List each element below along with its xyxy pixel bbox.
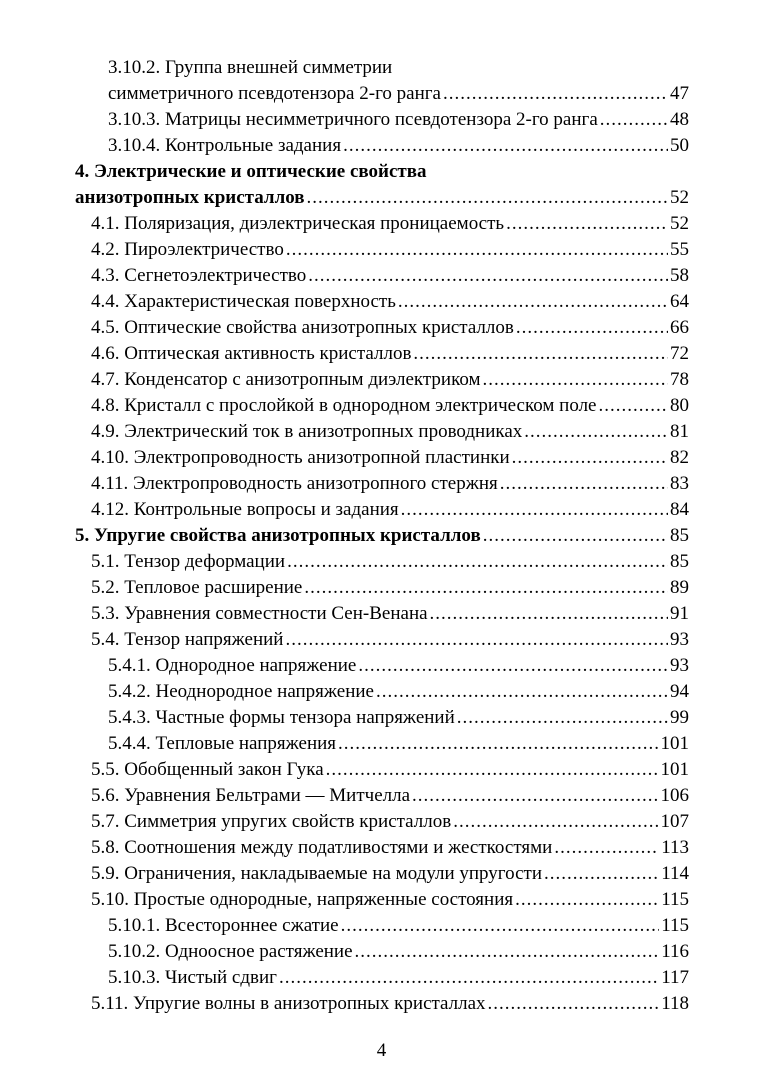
toc-section-entry bbox=[0, 341, 763, 367]
toc-leader-dots bbox=[355, 939, 660, 965]
toc-line bbox=[108, 965, 689, 991]
toc-line bbox=[91, 627, 689, 653]
toc-subsection-entry bbox=[0, 705, 763, 731]
toc-section-entry bbox=[0, 809, 763, 835]
toc-entry-page: 78 bbox=[670, 369, 689, 390]
toc-line bbox=[108, 731, 689, 757]
toc-line bbox=[91, 445, 689, 471]
toc-leader-dots bbox=[453, 809, 658, 835]
toc-entry-title: 5.11. Упругие волны в анизотропных кристаллах bbox=[91, 993, 486, 1014]
toc-line bbox=[91, 237, 689, 263]
toc-entry-page: 84 bbox=[670, 499, 689, 520]
toc-entry-title: 4.8. Кристалл с прослойкой в однородном электрическом поле bbox=[91, 395, 597, 416]
toc-entry-title: симметричного псевдотензора 2-го ранга bbox=[108, 83, 441, 104]
toc-line bbox=[91, 835, 689, 861]
toc-entry-page: 117 bbox=[661, 967, 689, 988]
toc-entry-title: 4.2. Пироэлектричество bbox=[91, 239, 284, 260]
toc-entry-page: 89 bbox=[670, 577, 689, 598]
toc-leader-dots bbox=[488, 991, 660, 1017]
toc-subsection-entry bbox=[0, 107, 763, 133]
toc-entry-title: 4.5. Оптические свойства анизотропных кристаллов bbox=[91, 317, 514, 338]
toc-section-entry bbox=[0, 835, 763, 861]
toc-entry-page: 114 bbox=[661, 863, 689, 884]
toc-entry-page: 82 bbox=[670, 447, 689, 468]
toc-section-entry bbox=[0, 991, 763, 1017]
toc-leader-dots bbox=[376, 679, 668, 705]
toc-section-entry bbox=[0, 315, 763, 341]
toc-subsection-entry bbox=[0, 939, 763, 965]
toc-line bbox=[75, 185, 689, 211]
toc-entry-page: 66 bbox=[670, 317, 689, 338]
toc-line bbox=[91, 341, 689, 367]
toc-subsection-entry bbox=[0, 133, 763, 159]
toc-entry-title: 5.6. Уравнения Бельтрами — Митчелла bbox=[91, 785, 411, 806]
toc-entry-title: 5. Упругие свойства анизотропных кристаллов bbox=[75, 525, 481, 546]
toc-chapter-entry bbox=[0, 159, 763, 211]
toc-subsection-entry bbox=[0, 731, 763, 757]
toc-section-entry bbox=[0, 393, 763, 419]
toc-line bbox=[108, 107, 689, 133]
toc-subsection-entry bbox=[0, 913, 763, 939]
toc-entry-page: 99 bbox=[670, 707, 689, 728]
toc-line bbox=[108, 705, 689, 731]
toc-entry-title: 5.4.3. Частные формы тензора напряжений bbox=[108, 707, 455, 728]
toc-line bbox=[75, 159, 689, 185]
toc-leader-dots bbox=[544, 861, 659, 887]
toc-entry-title: 5.10.2. Одноосное растяжение bbox=[108, 941, 353, 962]
toc-line bbox=[91, 575, 689, 601]
toc-entry-title: 5.10. Простые однородные, напряженные состояния bbox=[91, 889, 514, 910]
toc-line bbox=[108, 55, 689, 81]
toc-entry-title: 4. Электрические и оптические свойства bbox=[75, 161, 427, 182]
toc-entry-title: 3.10.4. Контрольные задания bbox=[108, 135, 342, 156]
toc-entry-page: 118 bbox=[661, 993, 689, 1014]
toc-line bbox=[91, 991, 689, 1017]
toc-leader-dots bbox=[358, 653, 668, 679]
toc-entry-title: 3.10.3. Матрицы несимметричного псевдотензора 2-го ранга bbox=[108, 109, 598, 130]
toc-line bbox=[91, 809, 689, 835]
toc-entry-title: 5.7. Симметрия упругих свойств кристаллов bbox=[91, 811, 452, 832]
toc-subsection-entry bbox=[0, 679, 763, 705]
toc-entry-title: 5.4.4. Тепловые напряжения bbox=[108, 733, 337, 754]
toc-entry-page: 64 bbox=[670, 291, 689, 312]
toc-entry-page: 93 bbox=[670, 655, 689, 676]
toc-leader-dots bbox=[443, 81, 668, 107]
toc-entry-page: 80 bbox=[670, 395, 689, 416]
toc-line bbox=[91, 289, 689, 315]
toc-line bbox=[91, 887, 689, 913]
toc-entry-title: 5.8. Соотношения между податливостями и жесткостями bbox=[91, 837, 553, 858]
toc-line bbox=[91, 549, 689, 575]
toc-section-entry bbox=[0, 445, 763, 471]
toc-section-entry bbox=[0, 627, 763, 653]
toc-entry-page: 85 bbox=[670, 525, 689, 546]
table-of-contents bbox=[0, 55, 763, 1017]
toc-entry-page: 115 bbox=[661, 915, 689, 936]
toc-entry-title: 4.3. Сегнетоэлектричество bbox=[91, 265, 307, 286]
toc-line bbox=[108, 679, 689, 705]
toc-entry-page: 58 bbox=[670, 265, 689, 286]
toc-leader-dots bbox=[398, 289, 668, 315]
toc-entry-page: 50 bbox=[670, 135, 689, 156]
toc-entry-title: 4.1. Поляризация, диэлектрическая проницаемость bbox=[91, 213, 505, 234]
toc-leader-dots bbox=[338, 731, 658, 757]
toc-leader-dots bbox=[285, 627, 668, 653]
toc-entry-page: 85 bbox=[670, 551, 689, 572]
toc-entry-title: 5.9. Ограничения, накладываемые на модули упругости bbox=[91, 863, 543, 884]
toc-leader-dots bbox=[279, 965, 659, 991]
toc-entry-page: 83 bbox=[670, 473, 689, 494]
toc-line bbox=[91, 757, 689, 783]
toc-leader-dots bbox=[600, 107, 668, 133]
toc-chapter-entry bbox=[0, 523, 763, 549]
toc-entry-page: 47 bbox=[670, 83, 689, 104]
toc-line bbox=[91, 315, 689, 341]
toc-leader-dots bbox=[341, 913, 660, 939]
toc-entry-title: 3.10.2. Группа внешней симметрии bbox=[108, 57, 393, 78]
toc-leader-dots bbox=[457, 705, 668, 731]
toc-leader-dots bbox=[401, 497, 668, 523]
toc-section-entry bbox=[0, 289, 763, 315]
toc-line bbox=[91, 861, 689, 887]
toc-line bbox=[91, 419, 689, 445]
toc-entry-title: 5.4.1. Однородное напряжение bbox=[108, 655, 357, 676]
toc-leader-dots bbox=[343, 133, 668, 159]
toc-entry-title: 4.6. Оптическая активность кристаллов bbox=[91, 343, 412, 364]
toc-entry-page: 48 bbox=[670, 109, 689, 130]
toc-leader-dots bbox=[483, 367, 669, 393]
toc-line bbox=[75, 523, 689, 549]
toc-entry-title: 4.12. Контрольные вопросы и задания bbox=[91, 499, 399, 520]
toc-entry-page: 106 bbox=[660, 785, 689, 806]
toc-line bbox=[91, 393, 689, 419]
toc-entry-page: 94 bbox=[670, 681, 689, 702]
toc-leader-dots bbox=[554, 835, 659, 861]
toc-leader-dots bbox=[304, 575, 668, 601]
toc-entry-title: 5.4.2. Неоднородное напряжение bbox=[108, 681, 374, 702]
toc-subsection-entry bbox=[0, 653, 763, 679]
toc-entry-title: 5.3. Уравнения совместности Сен-Венана bbox=[91, 603, 428, 624]
toc-line bbox=[91, 367, 689, 393]
toc-section-entry bbox=[0, 861, 763, 887]
toc-section-entry bbox=[0, 471, 763, 497]
toc-entry-title: анизотропных кристаллов bbox=[75, 187, 305, 208]
toc-leader-dots bbox=[430, 601, 668, 627]
toc-leader-dots bbox=[500, 471, 668, 497]
toc-line bbox=[91, 263, 689, 289]
toc-section-entry bbox=[0, 497, 763, 523]
toc-entry-page: 101 bbox=[660, 759, 689, 780]
toc-line bbox=[108, 913, 689, 939]
toc-entry-page: 116 bbox=[661, 941, 689, 962]
toc-leader-dots bbox=[515, 887, 659, 913]
toc-entry-page: 101 bbox=[660, 733, 689, 754]
toc-entry-page: 52 bbox=[670, 187, 689, 208]
toc-entry-page: 55 bbox=[670, 239, 689, 260]
toc-line bbox=[91, 783, 689, 809]
toc-line bbox=[91, 471, 689, 497]
toc-entry-title: 5.10.1. Всестороннее сжатие bbox=[108, 915, 339, 936]
toc-entry-page: 113 bbox=[661, 837, 689, 858]
toc-section-entry bbox=[0, 549, 763, 575]
toc-entry-page: 107 bbox=[660, 811, 689, 832]
toc-line bbox=[91, 211, 689, 237]
toc-leader-dots bbox=[326, 757, 659, 783]
toc-section-entry bbox=[0, 263, 763, 289]
toc-entry-page: 91 bbox=[670, 603, 689, 624]
toc-section-entry bbox=[0, 211, 763, 237]
toc-entry-title: 4.9. Электрический ток в анизотропных проводниках bbox=[91, 421, 523, 442]
toc-entry-page: 52 bbox=[670, 213, 689, 234]
toc-entry-title: 4.7. Конденсатор с анизотропным диэлектриком bbox=[91, 369, 481, 390]
toc-leader-dots bbox=[412, 783, 658, 809]
toc-entry-title: 4.11. Электропроводность анизотропного стержня bbox=[91, 473, 498, 494]
toc-entry-page: 72 bbox=[670, 343, 689, 364]
toc-section-entry bbox=[0, 367, 763, 393]
toc-entry-title: 4.4. Характеристическая поверхность bbox=[91, 291, 396, 312]
toc-subsection-entry bbox=[0, 55, 763, 107]
toc-entry-page: 81 bbox=[670, 421, 689, 442]
toc-entry-page: 115 bbox=[661, 889, 689, 910]
toc-leader-dots bbox=[307, 185, 668, 211]
toc-line bbox=[108, 133, 689, 159]
toc-entry-title: 5.5. Обобщенный закон Гука bbox=[91, 759, 324, 780]
toc-leader-dots bbox=[413, 341, 668, 367]
toc-entry-title: 5.4. Тензор напряжений bbox=[91, 629, 284, 650]
toc-entry-title: 5.2. Тепловое расширение bbox=[91, 577, 303, 598]
toc-leader-dots bbox=[516, 315, 668, 341]
toc-line bbox=[108, 81, 689, 107]
toc-line bbox=[91, 601, 689, 627]
toc-line bbox=[108, 653, 689, 679]
toc-line bbox=[91, 497, 689, 523]
page-number: 4 bbox=[376, 1040, 387, 1061]
toc-section-entry bbox=[0, 783, 763, 809]
toc-leader-dots bbox=[287, 549, 668, 575]
toc-leader-dots bbox=[308, 263, 668, 289]
toc-leader-dots bbox=[512, 445, 668, 471]
toc-entry-title: 5.1. Тензор деформации bbox=[91, 551, 286, 572]
toc-leader-dots bbox=[286, 237, 668, 263]
toc-section-entry bbox=[0, 237, 763, 263]
toc-subsection-entry bbox=[0, 965, 763, 991]
toc-line bbox=[108, 939, 689, 965]
toc-entry-title: 5.10.3. Чистый сдвиг bbox=[108, 967, 277, 988]
toc-section-entry bbox=[0, 757, 763, 783]
toc-leader-dots bbox=[524, 419, 668, 445]
toc-section-entry bbox=[0, 575, 763, 601]
toc-entry-page: 93 bbox=[670, 629, 689, 650]
toc-section-entry bbox=[0, 601, 763, 627]
toc-leader-dots bbox=[483, 523, 668, 549]
toc-leader-dots bbox=[599, 393, 669, 419]
toc-section-entry bbox=[0, 887, 763, 913]
toc-leader-dots bbox=[506, 211, 668, 237]
toc-section-entry bbox=[0, 419, 763, 445]
toc-entry-title: 4.10. Электропроводность анизотропной пластинки bbox=[91, 447, 510, 468]
